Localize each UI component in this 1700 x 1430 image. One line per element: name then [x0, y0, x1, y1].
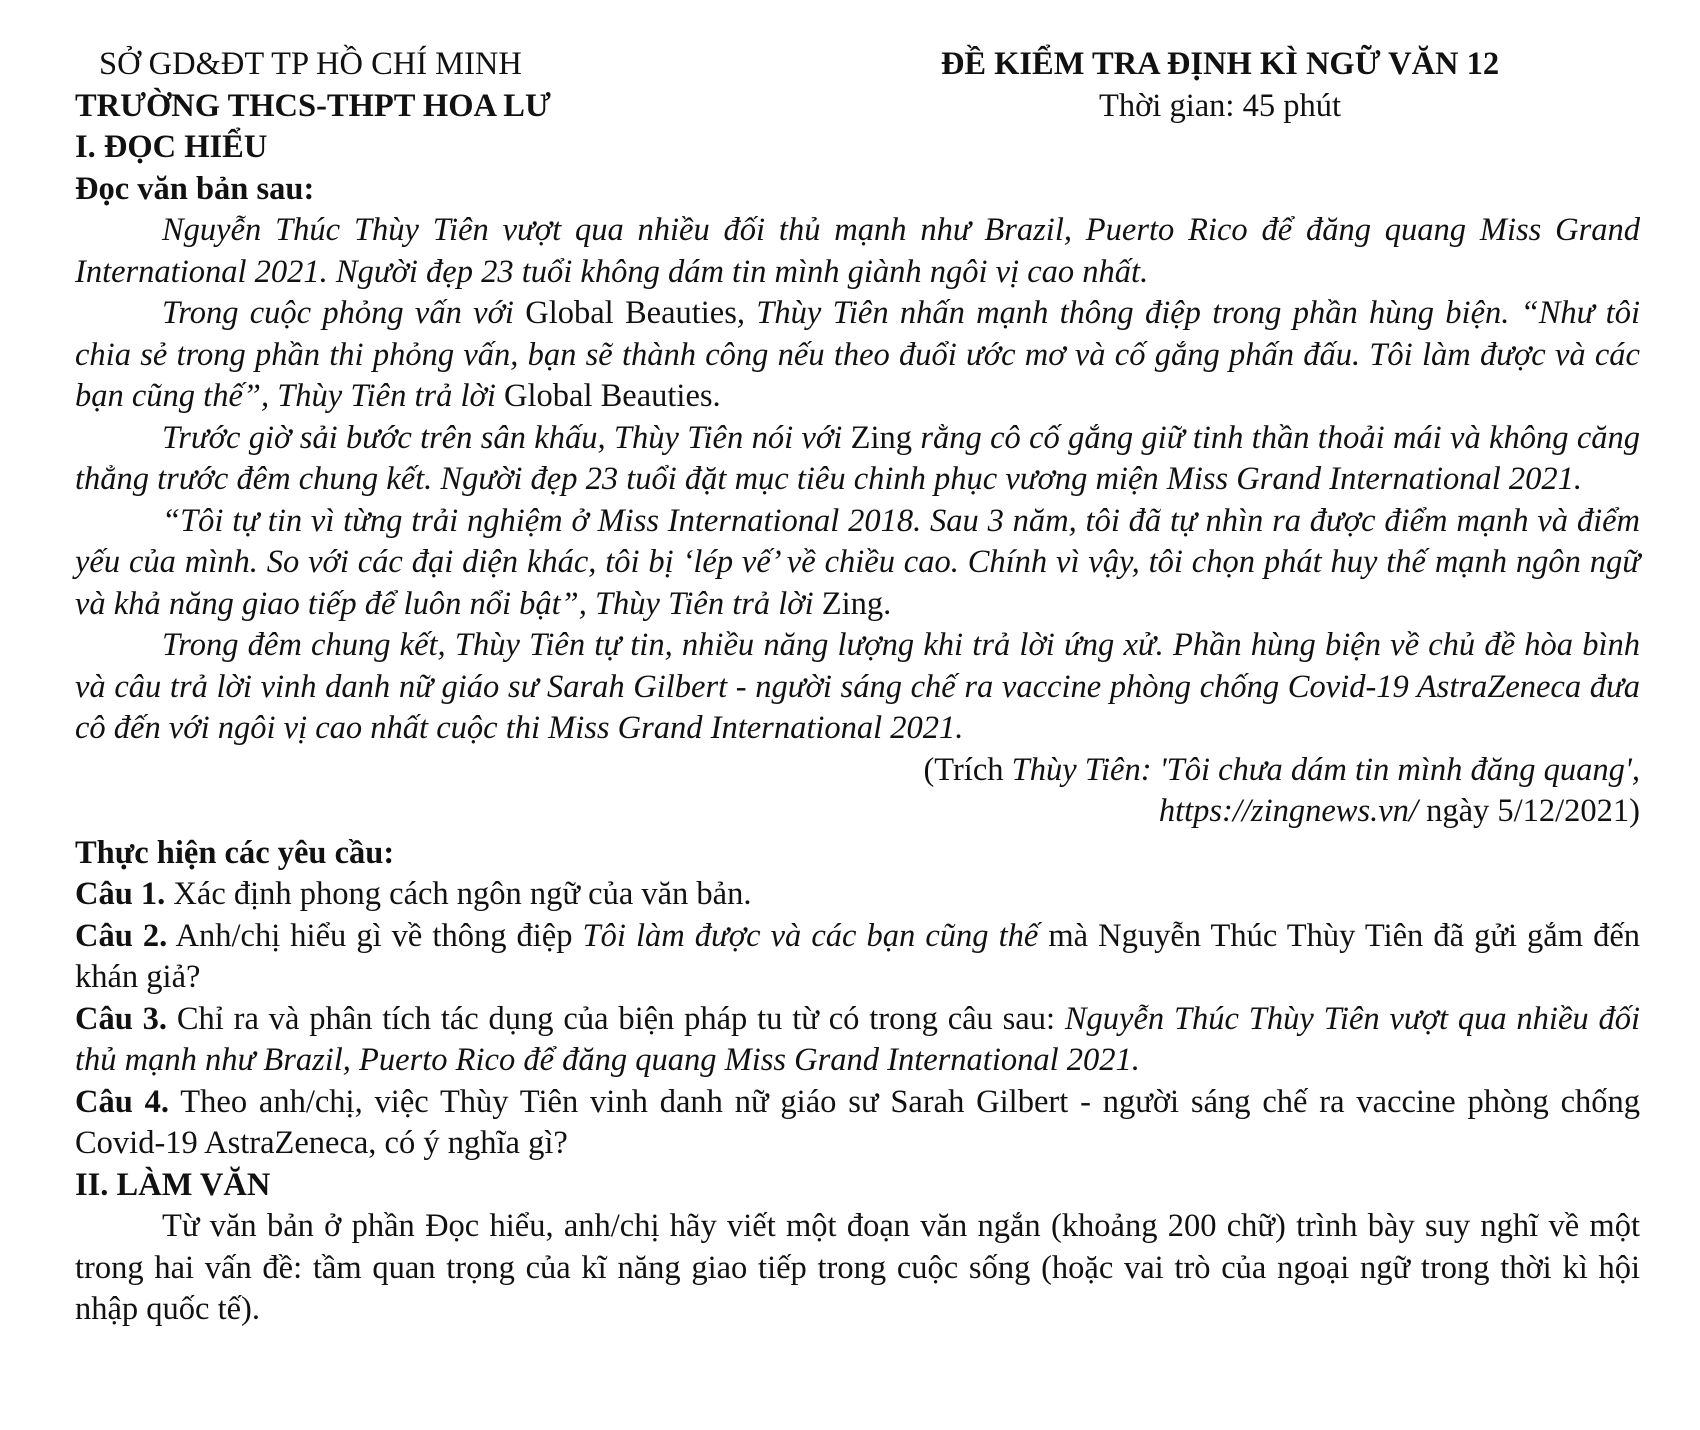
question-quote: Tôi làm được và các bạn cũng thế — [582, 917, 1039, 954]
section-writing-title: II. LÀM VĂN — [75, 1166, 271, 1203]
passage-source-name: Zing. — [821, 585, 892, 622]
question-label: Câu 4. — [75, 1083, 170, 1120]
passage-paragraph-5 — [75, 625, 1640, 750]
tasks-title: Thực hiện các yêu cầu: — [75, 834, 395, 871]
question-3 — [75, 999, 1640, 1082]
passage-paragraph-3 — [75, 418, 1640, 501]
citation-url: https://zingnews.vn/ — [1158, 793, 1418, 829]
question-1 — [75, 874, 1640, 916]
passage-text: “Tôi tự tin vì từng trải nghiệm ở Miss International 2018. Sau 3 năm, tôi đã tự nhìn ra được điểm mạnh và điểm yếu của mình. So với các đại diện khác, tôi bị ‘lép vế’ về chiều cao. Chính vì vậy, tôi chọn phát huy thế mạnh ngôn ngữ và khả năng giao tiếp để luôn nổi bật”, Thùy Tiên trả lời — [75, 502, 1640, 622]
question-label: Câu 1. — [75, 876, 166, 912]
citation-text: (Trích — [923, 751, 1012, 788]
question-quote: Nguyễn Thúc Thùy Tiên vượt qua nhiều đối thủ mạnh như Brazil, Puerto Rico để đăng quang Miss Grand International 2021. — [75, 1000, 1640, 1078]
passage-text: Trong cuộc phỏng vấn với — [162, 295, 526, 331]
question-text: Chỉ ra và phân tích tác dụng của biện pháp tu từ có trong câu sau: — [167, 1000, 1065, 1037]
question-text: Xác định phong cách ngôn ngữ của văn bản. — [165, 876, 752, 912]
question-label: Câu 3. — [75, 1000, 168, 1037]
passage-paragraph-2 — [75, 293, 1640, 418]
department-name: SỞ GD&ĐT TP HỒ CHÍ MINH — [99, 46, 522, 82]
citation-date: ngày 5/12/2021) — [1417, 793, 1640, 829]
exam-duration: Thời gian: 45 phút — [1099, 87, 1341, 124]
question-label: Câu 2. — [75, 917, 168, 954]
citation-article-title: Thùy Tiên: 'Tôi chưa dám tin mình đăng quang', — [1011, 751, 1640, 788]
passage-source-name: Zing — [850, 419, 912, 456]
writing-prompt-text: Từ văn bản ở phần Đọc hiểu, anh/chị hãy viết một đoạn văn ngắn (khoảng 200 chữ) trình bày suy nghĩ về một trong hai vấn đề: tầm quan trọng của kĩ năng giao tiếp trong cuộc sống (hoặc vai trò của ngoại ngữ trong thời kì hội nhập quốc tế). — [75, 1208, 1640, 1327]
passage-text: Trong đêm chung kết, Thùy Tiên tự tin, nhiều năng lượng khi trả lời ứng xử. Phần hùng biện về chủ đề hòa bình và câu trả lời vinh danh nữ giáo sư Sarah Gilbert - người sáng chế ra vaccine phòng chống Covid-19 AstraZeneca đưa cô đến với ngôi vị cao nhất cuộc thi Miss Grand International 2021. — [75, 627, 1640, 746]
question-2 — [75, 916, 1640, 999]
passage-source-name: Global Beauties — [525, 295, 737, 331]
passage-text: , Thùy Tiên nhấn mạnh thông điệp trong phần hùng biện. “Như tôi chia sẻ trong phần thi phỏng vấn, bạn sẽ thành công nếu theo đuổi ước mơ và cố gắng phấn đấu. Tôi làm được và các bạn cũng thế”, Thùy Tiên trả lời — [75, 295, 1640, 414]
exam-header — [75, 44, 1640, 127]
school-info — [75, 44, 635, 127]
citation-line-1 — [75, 750, 1640, 792]
passage-source-name: Global Beauties. — [504, 378, 721, 414]
writing-prompt — [75, 1206, 1640, 1331]
passage-paragraph-1 — [75, 210, 1640, 293]
exam-title: ĐỀ KIỂM TRA ĐỊNH KÌ NGỮ VĂN 12 — [940, 46, 1500, 82]
reading-instruction: Đọc văn bản sau: — [75, 170, 315, 207]
question-text: mà Nguyễn Thúc Thùy Tiên đã gửi gắm đến khán giả? — [75, 917, 1640, 995]
citation-line-2 — [75, 791, 1640, 833]
school-name: TRƯỜNG THCS-THPT HOA LƯ — [75, 87, 551, 124]
question-text: Theo anh/chị, việc Thùy Tiên vinh danh nữ giáo sư Sarah Gilbert - người sáng chế ra vaccine phòng chống Covid-19 AstraZeneca, có ý nghĩa gì? — [75, 1083, 1640, 1161]
exam-info — [860, 44, 1640, 127]
question-4 — [75, 1082, 1640, 1165]
section-reading-title: I. ĐỌC HIỂU — [75, 129, 268, 165]
passage-paragraph-4 — [75, 501, 1640, 626]
passage-text: rằng cô cố gắng giữ tinh thần thoải mái và không căng thẳng trước đêm chung kết. Người đẹp 23 tuổi đặt mục tiêu chinh phục vương miện Miss Grand International 2021. — [75, 419, 1640, 497]
passage-text: Nguyễn Thúc Thùy Tiên vượt qua nhiều đối thủ mạnh như Brazil, Puerto Rico để đăng quang Miss Grand International 2021. Người đẹp 23 tuổi không dám tin mình giành ngôi vị cao nhất. — [75, 212, 1640, 290]
question-text: Anh/chị hiểu gì về thông điệp — [167, 917, 583, 954]
passage-text: Trước giờ sải bước trên sân khấu, Thùy Tiên nói với — [162, 419, 851, 456]
